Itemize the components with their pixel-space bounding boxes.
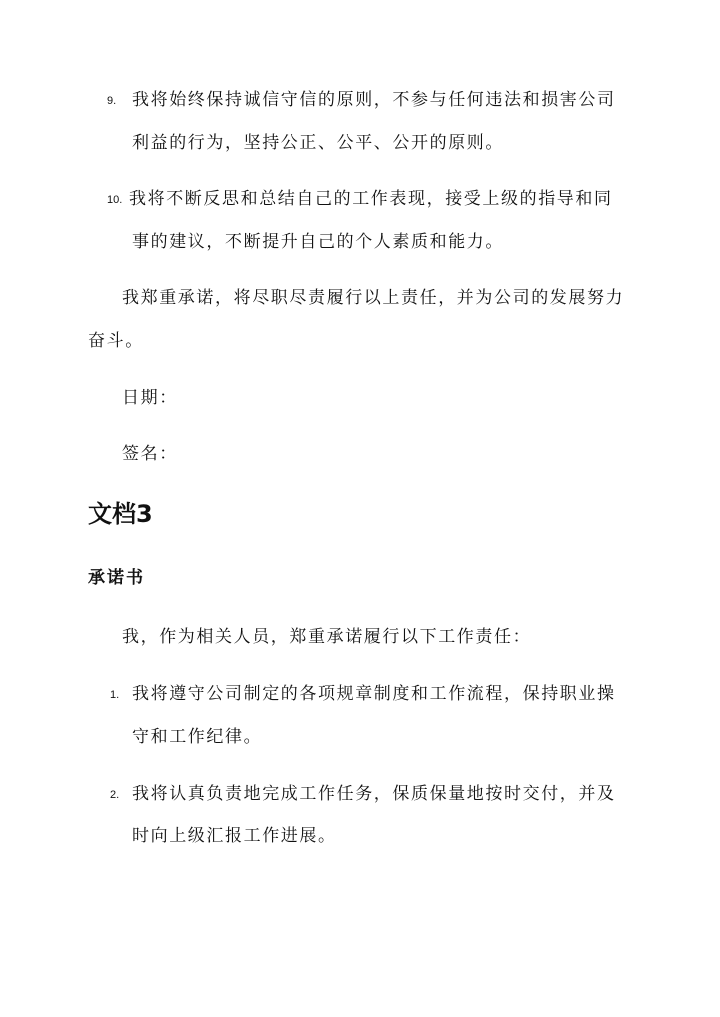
intro-paragraph: 我，作为相关人员，郑重承诺履行以下工作责任： [122,627,532,647]
list-item-text: 我将遵守公司制定的各项规章制度和工作流程，保持职业操 [132,684,616,704]
list-item-text: 我将认真负责地完成工作任务，保质保量地按时交付，并及 [132,784,616,804]
list-item-number: 10. [107,194,123,206]
list-item-number: 9. [107,95,117,107]
document-title: 文档3 [88,500,153,528]
list-item-number: 2. [110,789,120,801]
list-item-text: 我将不断反思和总结自己的工作表现，接受上级的指导和同 [129,189,613,209]
list-item-text-continued: 时向上级汇报工作进展。 [132,826,337,846]
closing-paragraph-continued: 奋斗。 [88,331,144,351]
date-label: 日期： [122,388,178,408]
section-title: 承诺书 [88,568,145,588]
closing-paragraph: 我郑重承诺，将尽职尽责履行以上责任，并为公司的发展努力 [122,288,625,308]
list-item-text-continued: 利益的行为，坚持公正、公平、公开的原则。 [132,133,504,153]
list-item-text: 我将始终保持诚信守信的原则，不参与任何违法和损害公司 [132,90,616,110]
list-item-text-continued: 守和工作纪律。 [132,727,263,747]
list-item-number: 1. [110,689,120,701]
signature-label: 签名： [122,444,178,464]
list-item-text-continued: 事的建议，不断提升自己的个人素质和能力。 [132,232,504,252]
